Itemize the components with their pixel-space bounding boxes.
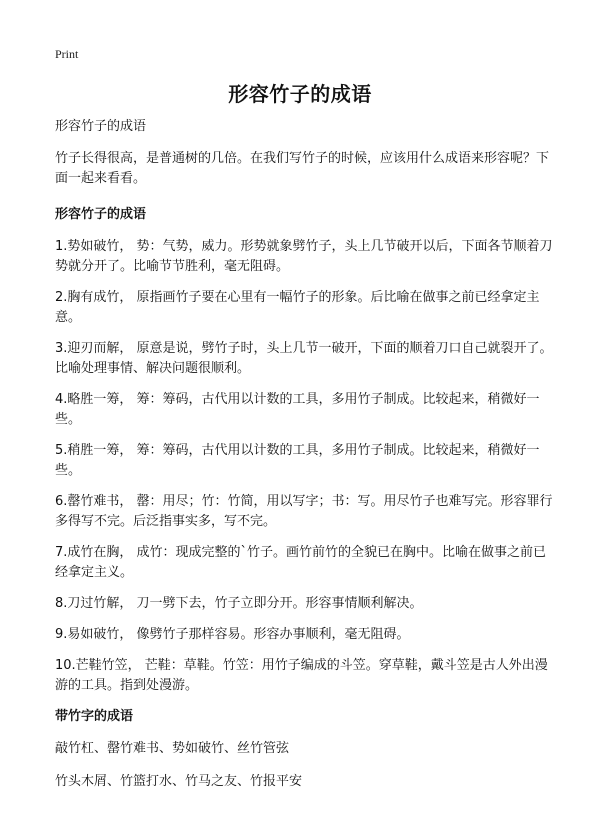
- list-item: 3.迎刃而解， 原意是说，劈竹子时，头上几节一破开，下面的顺着刀口自己就裂开了。比喻处理事情、解决问题很顺利。: [55, 341, 553, 376]
- idiom-line: 竹头木屑、竹篮打水、竹马之友、竹报平安: [55, 774, 303, 789]
- article-subtitle: 形容竹子的成语: [55, 119, 147, 134]
- print-link[interactable]: Print: [55, 47, 79, 61]
- list-item: 5.稍胜一筹， 筹：筹码，古代用以计数的工具，多用竹子制成。比较起来，稍微好一些。: [55, 443, 540, 478]
- list-item: 6.罄竹难书， 罄：用尽；竹：竹简，用以写字；书：写。用尽竹子也难写完。形容罪行多得写不完。后泛指事实多，写不完。: [55, 494, 553, 529]
- section-heading-with-bamboo: 带竹字的成语: [55, 709, 134, 724]
- list-item: 4.略胜一筹， 筹：筹码，古代用以计数的工具，多用竹子制成。比较起来，稍微好一些。: [55, 392, 540, 427]
- list-item: 8.刀过竹解， 刀一劈下去，竹子立即分开。形容事情顺利解决。: [55, 596, 423, 611]
- list-item: 2.胸有成竹， 原指画竹子要在心里有一幅竹子的形象。后比喻在做事之前已经拿定主意。: [55, 290, 540, 325]
- idiom-line: 敲竹杠、罄竹难书、势如破竹、丝竹管弦: [55, 741, 290, 756]
- article-body: [55, 117, 553, 805]
- article-intro: 竹子长得很高，是普通树的几倍。在我们写竹子的时候，应该用什么成语来形容呢？下面一起来看看。: [55, 151, 550, 186]
- list-item: 7.成竹在胸， 成竹：现成完整的`竹子。画竹前竹的全貌已在胸中。比喻在做事之前已经拿定主义。: [55, 545, 547, 580]
- page-title: 形容竹子的成语: [228, 82, 372, 106]
- bamboo-idiom-lines: [55, 739, 553, 792]
- list-item: 1.势如破竹， 势：气势，威力。形势就象劈竹子，头上几节破开以后，下面各节顺着刀势就分开了。比喻节节胜利，毫无阻碍。: [55, 239, 553, 274]
- list-item: 9.易如破竹， 像劈竹子那样容易。形容办事顺利，毫无阻碍。: [55, 627, 410, 642]
- list-item: 10.芒鞋竹笠， 芒鞋：草鞋。竹笠：用竹子编成的斗笠。穿草鞋，戴斗笠是古人外出漫游的工具。指到处漫游。: [55, 658, 548, 693]
- section-heading-idioms: 形容竹子的成语: [55, 207, 147, 222]
- idiom-list: [55, 237, 553, 696]
